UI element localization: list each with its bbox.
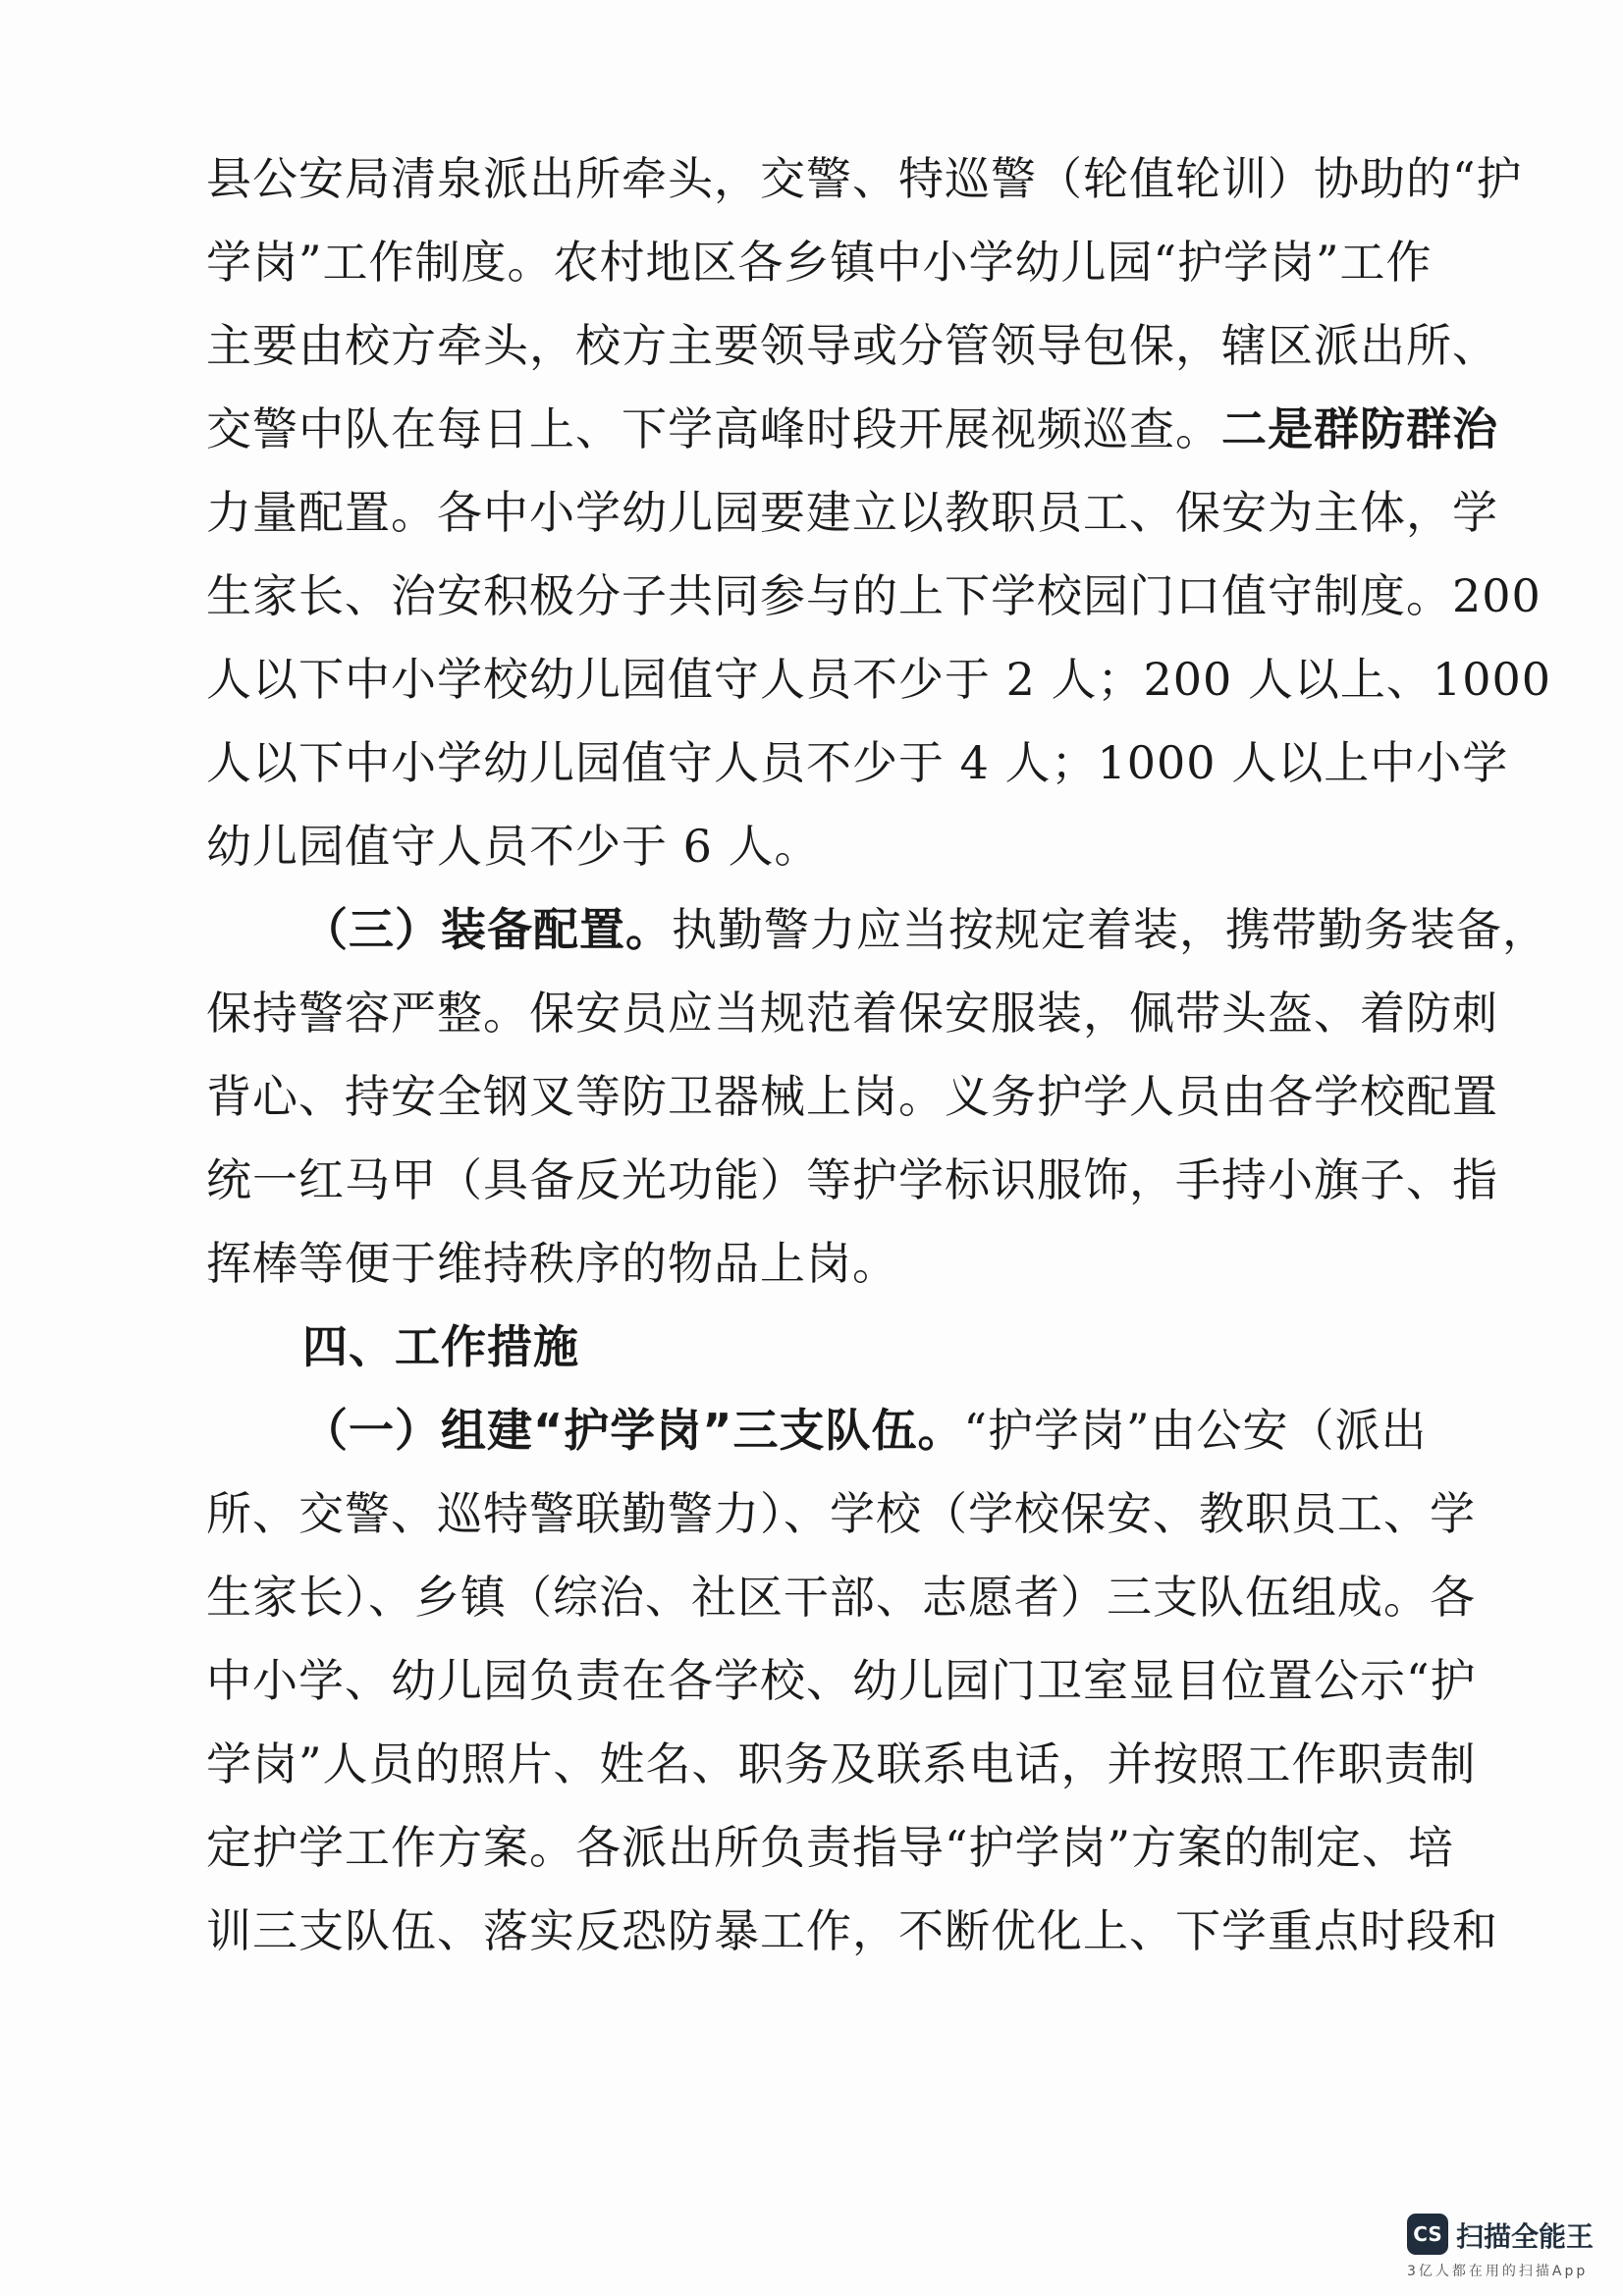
- text-line: 生家长、治安积极分子共同参与的上下学校园门口值守制度。200: [206, 569, 1542, 622]
- section-heading: （一）组建“护学岗”三支队伍。: [302, 1404, 964, 1457]
- text-line: 人以下中小学幼儿园值守人员不少于 4 人；1000 人以上中小学: [206, 736, 1509, 789]
- scanner-watermark: [1407, 2212, 1603, 2288]
- text-line: 挥棒等便于维持秩序的物品上岗。: [206, 1237, 898, 1290]
- text-line: 学岗”工作制度。农村地区各乡镇中小学幼儿园“护学岗”工作: [206, 236, 1433, 289]
- bold-run: 二是群防群治: [1221, 402, 1498, 455]
- text-line: [206, 388, 1498, 471]
- text-line: [206, 1389, 1428, 1472]
- watermark-name: 扫描全能王: [1456, 2220, 1595, 2253]
- document-body: [206, 137, 1551, 1973]
- watermark-tagline: 3亿人都在用的扫描App: [1407, 2264, 1589, 2279]
- text-line: 背心、持安全钢叉等防卫器械上岗。义务护学人员由各学校配置: [206, 1070, 1498, 1123]
- text-line: 中小学、幼儿园负责在各学校、幼儿园门卫室显目位置公示“护: [206, 1654, 1477, 1707]
- camscanner-logo-icon: CS: [1407, 2214, 1448, 2255]
- text-line: 训三支队伍、落实反恐防暴工作，不断优化上、下学重点时段和: [206, 1904, 1498, 1957]
- text-line: 统一红马甲（具备反光功能）等护学标识服饰，手持小旗子、指: [206, 1153, 1498, 1206]
- text-line: 县公安局清泉派出所牵头，交警、特巡警（轮值轮训）协助的“护: [206, 152, 1523, 205]
- text-line: 保持警容严整。保安员应当规范着保安服装，佩带头盔、着防刺: [206, 987, 1498, 1040]
- section-heading: （三）装备配置。: [302, 903, 672, 956]
- text-run: 交警中队在每日上、下学高峰时段开展视频巡查。: [206, 402, 1221, 455]
- chapter-heading: 四、工作措施: [302, 1320, 579, 1373]
- text-run: 执勤警力应当按规定着装，携带勤务装备，: [672, 903, 1548, 956]
- text-line: 人以下中小学校幼儿园值守人员不少于 2 人；200 人以上、1000: [206, 653, 1551, 706]
- text-line: 主要由校方牵头，校方主要领导或分管领导包保，辖区派出所、: [206, 319, 1498, 372]
- text-run: “护学岗”由公安（派出: [963, 1404, 1428, 1457]
- text-line: 力量配置。各中小学幼儿园要建立以教职员工、保安为主体，学: [206, 486, 1498, 539]
- text-line: 幼儿园值守人员不少于 6 人。: [206, 820, 821, 873]
- text-line: 学岗”人员的照片、姓名、职务及联系电话，并按照工作职责制: [206, 1737, 1477, 1790]
- text-line: 生家长）、乡镇（综治、社区干部、志愿者）三支队伍组成。各: [206, 1571, 1476, 1624]
- text-line: [206, 888, 1548, 972]
- text-line: 所、交警、巡特警联勤警力）、学校（学校保安、教职员工、学: [206, 1487, 1476, 1540]
- text-line: 定护学工作方案。各派出所负责指导“护学岗”方案的制定、培: [206, 1821, 1455, 1874]
